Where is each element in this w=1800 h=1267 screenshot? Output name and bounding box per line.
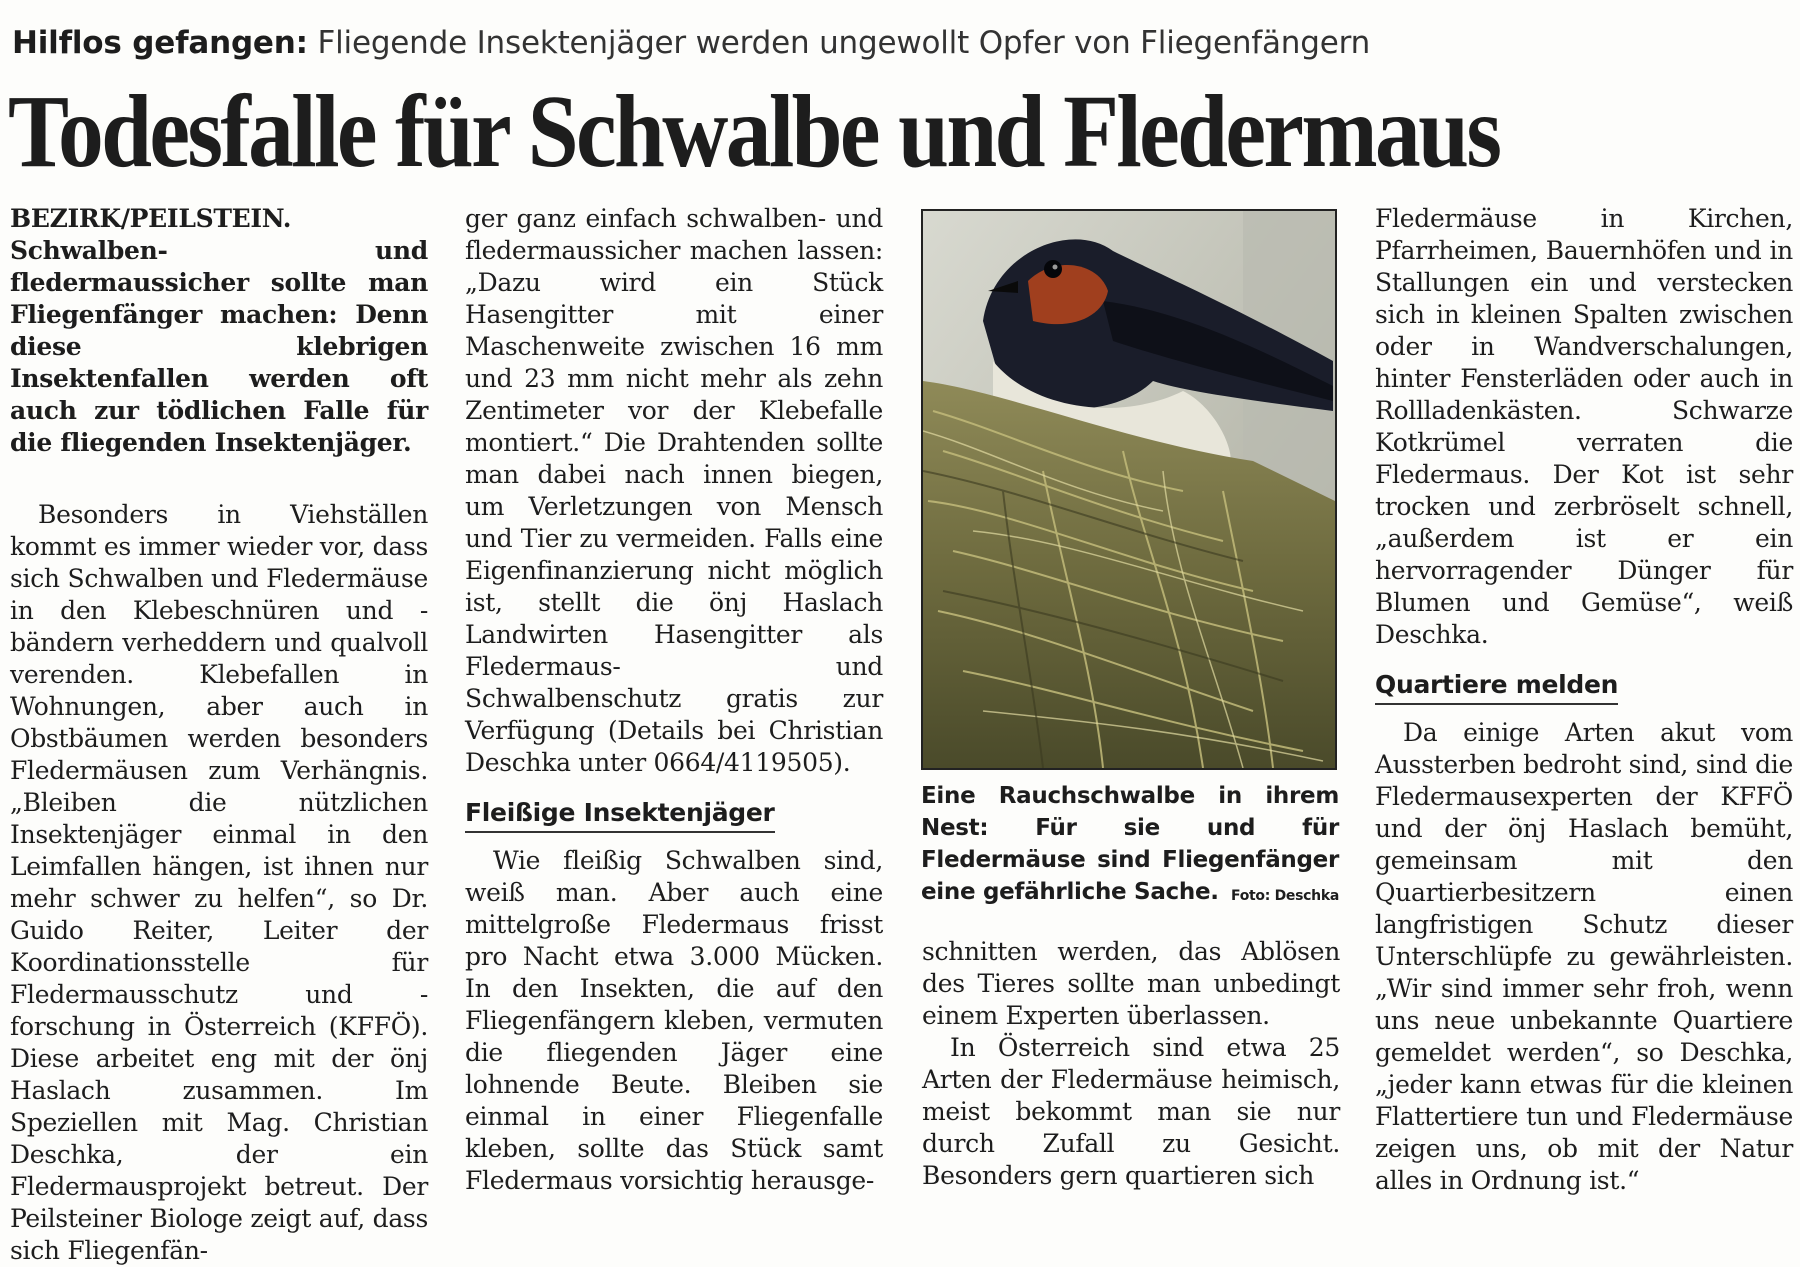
swallow-nest-photo <box>921 209 1337 770</box>
kicker-line <box>12 24 1772 62</box>
column-2-body: ger ganz einfach schwalben- und fledermaussicher machen lassen: „Dazu wird ein Stück Hasengitter mit einer Maschenweite zwischen 16 mm und 23 mm nicht mehr als zehn Zentimeter vor der Klebefalle montiert.“ Die Drahtenden sollte man dabei nach innen biegen, um Verletzungen von Mensch und Tier zu vermeiden. Falls eine Eigenfinanzierung nicht möglich ist, stellt die önj Haslach Landwirten Hasengitter als Fledermaus- und Schwalbenschutz gratis zur Verfügung (Details bei Christian Deschka unter 0664/4119505). <box>465 204 883 777</box>
article-column-4 <box>1375 203 1793 1197</box>
column-3-body: schnitten werden, das Ablösen des Tieres sollte man unbedingt einem Experten überlassen. <box>922 937 1340 1030</box>
column-4-body-continued: Da einige Arten akut vom Aussterben bedroht sind, sind die Fledermausexperten der KFFÖ und der önj Haslach bemüht, gemeinsam mit den Quartierbesitzern einen langfristigen Schutz dieser Unterschlüpfe zu gewährleisten. „Wir sind immer sehr froh, wenn uns neue unbekannte Quartiere gemeldet werden“, so Deschka, „jeder kann etwas für die kleinen Flattertiere tun und Fledermäuse zeigen uns, ob mit der Natur alles in Ordnung ist.“ <box>1375 718 1793 1195</box>
article-column-2 <box>465 203 883 1197</box>
photo-credit: Foto: Deschka <box>1231 888 1339 904</box>
subheading-insektenjaeger: Fleißige Insektenjäger <box>465 797 775 833</box>
article-lead: BEZIRK/PEILSTEIN. Schwalben- und fledermaussicher sollte man Fliegenfänger machen: Denn diese klebrigen Insektenfallen werden oft auch zur tödlichen Falle für die fliegenden Insektenjäger. <box>10 204 428 457</box>
kicker-text: Fliegende Insektenjäger werden ungewollt Opfer von Fliegenfängern <box>317 25 1371 61</box>
kicker-label: Hilflos gefangen: <box>12 25 308 61</box>
column-4-body: Fledermäuse in Kirchen, Pfarrheimen, Bauernhöfen und in Stallungen ein und verstecken sich in kleinen Spalten zwischen oder in Wandverschalungen, hinter Fensterläden oder auch in Rollladenkästen. Schwarze Kotkrümel verraten die Fledermaus. Der Kot ist sehr trocken und zerbröselt schnell, „außerdem ist er ein hervorragender Dünger für Blumen und Gemüse“, weiß Deschka. <box>1375 204 1793 649</box>
photo-caption <box>921 780 1339 912</box>
column-1-body: Besonders in Viehställen kommt es immer wieder vor, dass sich Schwalben und Fledermäuse in den Klebeschnüren und -bändern verheddern und qualvoll verenden. Klebefallen in Wohnungen, aber auch in Obstbäumen werden besonders Fledermäusen zum Verhängnis. „Bleiben die nützlichen Insektenjäger einmal in den Leimfallen hängen, ist ihnen nur mehr schwer zu helfen“, so Dr. Guido Reiter, Leiter der Koordinationsstelle für Fledermausschutz und -forschung in Österreich (KFFÖ). Diese arbeitet eng mit der önj Haslach zusammen. Im Speziellen mit Mag. Christian Deschka, der ein Fledermausprojekt betreut. Der Peilsteiner Biologe zeigt auf, dass sich Fliegenfän- <box>10 500 428 1265</box>
article-column-1 <box>10 203 428 1267</box>
article-column-3 <box>922 936 1340 1192</box>
photo-caption-text: Eine Rauchschwalbe in ihrem Nest: Für sie und für Fledermäuse sind Fliegenfänger eine gefährliche Sache. <box>921 783 1339 905</box>
column-3-body-continued: In Österreich sind etwa 25 Arten der Fledermäuse heimisch, meist bekommt man sie nur durch Zufall zu Gesicht. Besonders gern quartieren sich <box>922 1033 1340 1190</box>
column-2-body-continued: Wie fleißig Schwalben sind, weiß man. Aber auch eine mittelgroße Fledermaus frisst pro Nacht etwa 3.000 Mücken. In den Insekten, die auf den Fliegenfängern kleben, vermuten die fliegenden Jäger eine lohnende Beute. Bleiben sie einmal in einer Fliegenfalle kleben, sollte das Stück samt Fledermaus vorsichtig herausge- <box>465 846 883 1195</box>
subheading-quartiere: Quartiere melden <box>1375 669 1618 705</box>
article-headline: Todesfalle für Schwalbe und Fledermaus <box>8 74 1500 189</box>
